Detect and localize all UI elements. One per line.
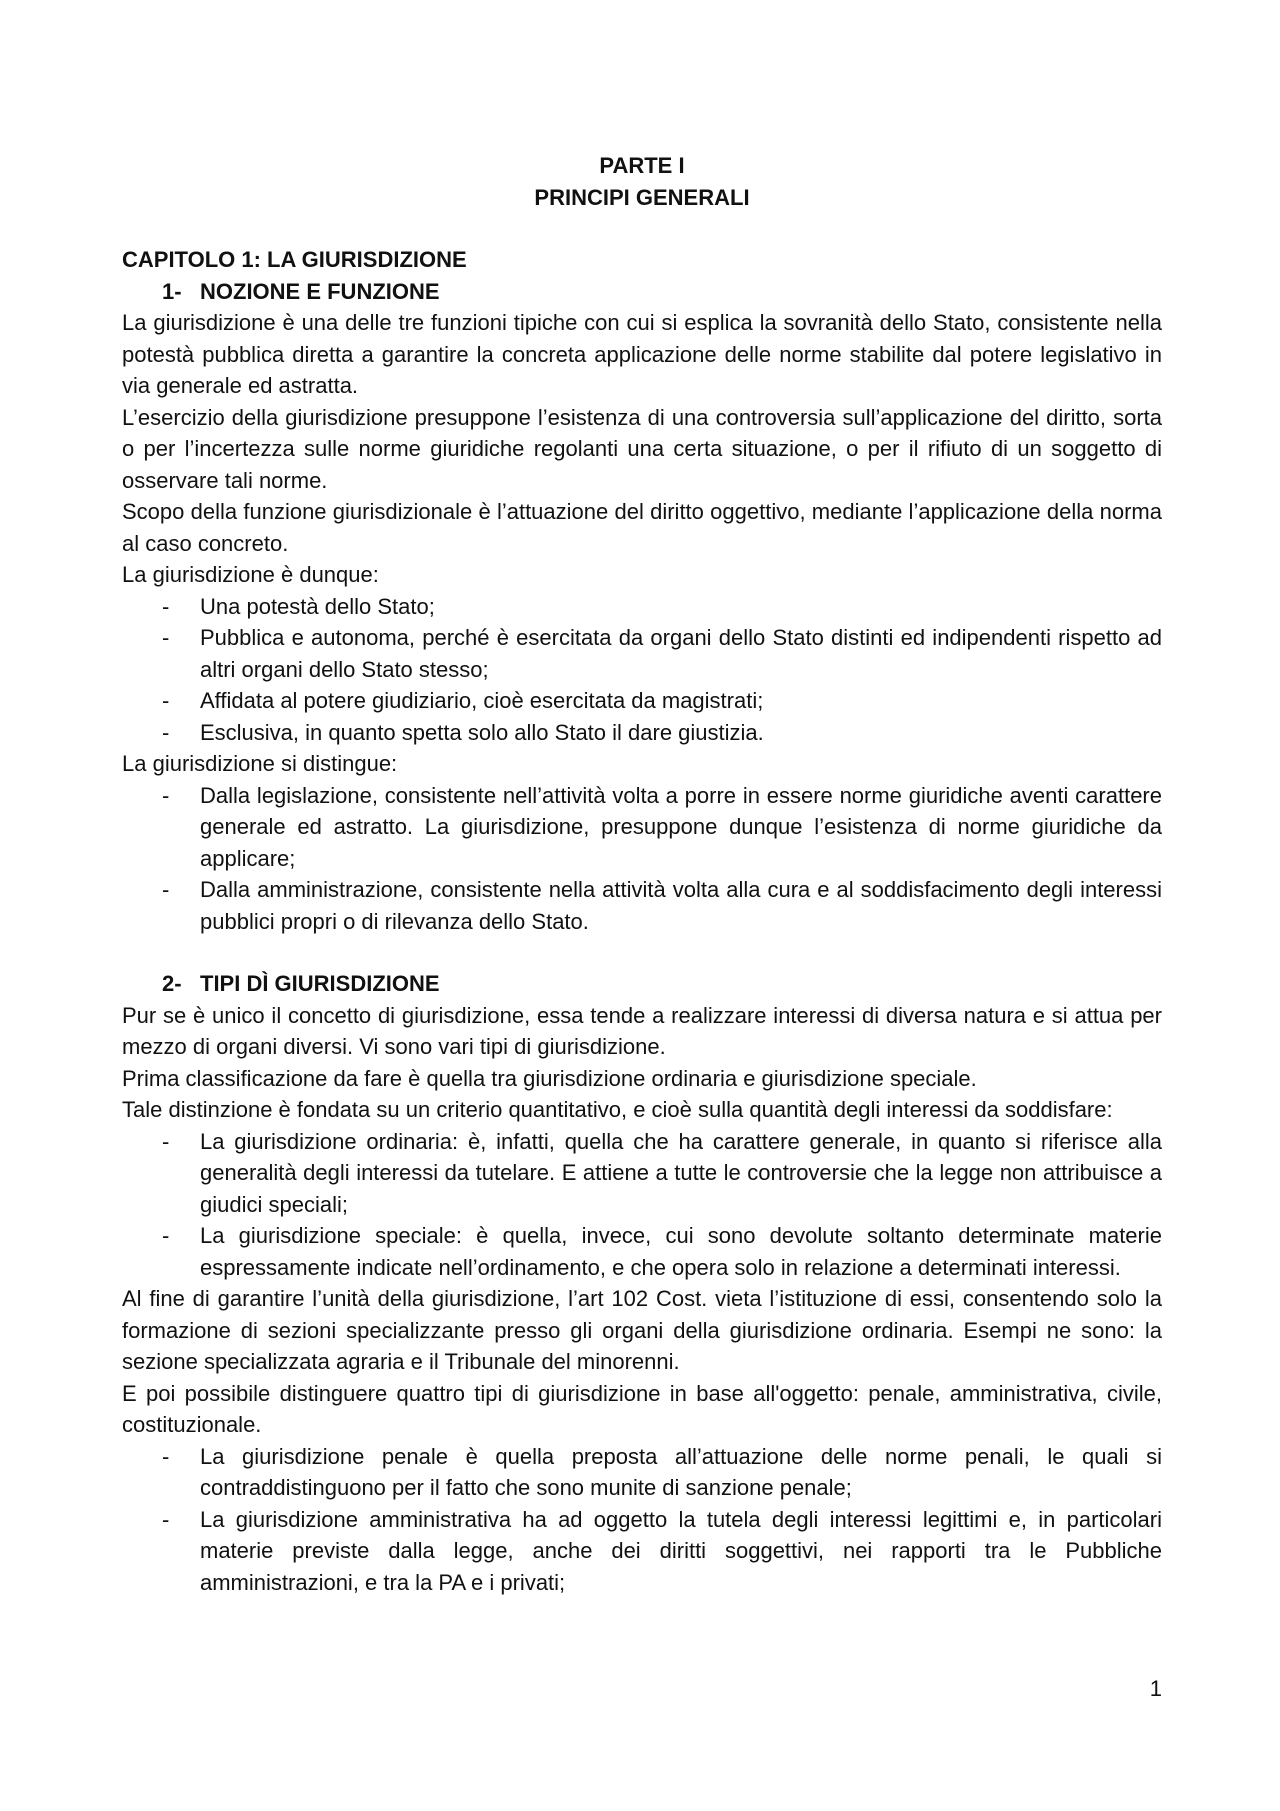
dash-bullet: - [162,1506,170,1532]
paragraph: L’esercizio della giurisdizione presuppone l’esistenza di una controversia sull’applicazione del diritto, sorta o per l’incertezza sulle norme giuridiche regolanti una certa situazione, o per il rifiuto di un soggetto di osservare tali norme. [122,404,1162,493]
section-number: 2- [162,971,182,996]
document-page [122,150,1162,1598]
bullet-list [122,1441,1162,1599]
paragraph: La giurisdizione è dunque: [122,562,379,587]
part-title: PRINCIPI GENERALI [534,184,750,210]
paragraph: Tale distinzione è fondata su un criterio quantitativo, e cioè sulla quantità degli interessi da soddisfare: [122,1097,1113,1122]
chapter-title: CAPITOLO 1: LA GIURISDIZIONE [122,247,467,272]
dash-bullet: - [162,719,170,745]
paragraph: Prima classificazione da fare è quella tra giurisdizione ordinaria e giurisdizione speciale. [122,1065,977,1091]
list-item: - La giurisdizione penale è quella preposta all’attuazione delle norme penali, le quali si contraddistinguono per il fatto che sono munite di sanzione penale; [122,1441,1162,1504]
list-item: - Pubblica e autonoma, perché è esercitata da organi dello Stato distinti ed indipendenti rispetto ad altri organi dello Stato stesso; [122,622,1162,685]
dash-bullet: - [162,1128,170,1154]
dash-bullet: - [162,593,170,619]
list-item: - Una potestà dello Stato; [122,591,1162,623]
dash-bullet: - [162,782,170,808]
section-heading-1 [122,276,1162,308]
paragraph: La giurisdizione è una delle tre funzioni tipiche con cui si esplica la sovranità dello Stato, consistente nella potestà pubblica diretta a garantire la concreta applicazione delle norme stabilite dal potere legislativo in via generale ed astratta. [122,310,1162,398]
list-item: - Affidata al potere giudiziario, cioè esercitata da magistrati; [122,685,1162,717]
bullet-list [122,1126,1162,1284]
paragraph: Pur se è unico il concetto di giurisdizione, essa tende a realizzare interessi di diversa natura e si attua per mezzo di organi diversi. Vi sono vari tipi di giurisdizione. [122,1002,1162,1059]
paragraph: Scopo della funzione giurisdizionale è l’attuazione del diritto oggettivo, mediante l’applicazione della norma al caso concreto. [122,499,1162,556]
dash-bullet: - [162,625,170,650]
paragraph: Al fine di garantire l’unità della giurisdizione, l’art 102 Cost. vieta l’istituzione di essi, consentendo solo la formazione di sezioni specializzante presso gli organi della giurisdizione ordinaria. Esempi ne sono: la sezione specializzata agraria e il Tribunale del minorenni. [122,1286,1162,1374]
bullet-list [122,591,1162,749]
section-number: 1- [162,278,182,304]
list-item: - La giurisdizione amministrativa ha ad oggetto la tutela degli interessi legittimi e, in particolari materie previste dalla legge, anche dei diritti soggettivi, nei rapporti tra le Pubbliche amministrazioni, e tra la PA e i privati; [122,1504,1162,1599]
page-number: 1 [1149,1676,1162,1701]
list-item: - Dalla legislazione, consistente nell’attività volta a porre in essere norme giuridiche aventi carattere generale ed astratto. La giurisdizione, presuppone dunque l’esistenza di norme giuridiche da applicare; [122,780,1162,875]
section-title: NOZIONE E FUNZIONE [200,278,440,304]
dash-bullet: - [162,1223,170,1248]
list-item: - Dalla amministrazione, consistente nella attività volta alla cura e al soddisfacimento degli interessi pubblici propri o di rilevanza dello Stato. [122,874,1162,937]
paragraph: La giurisdizione si distingue: [122,751,398,776]
list-item: - La giurisdizione speciale: è quella, invece, cui sono devolute soltanto determinate materie espressamente indicate nell’ordinamento, e che opera solo in relazione a determinati interessi. [122,1220,1162,1283]
dash-bullet: - [162,877,170,902]
section-heading-2 [122,968,1162,1000]
dash-bullet: - [162,688,170,713]
dash-bullet: - [162,1443,170,1469]
section-title: TIPI DÌ GIURISDIZIONE [200,971,440,996]
bullet-list [122,780,1162,938]
paragraph: E poi possibile distinguere quattro tipi di giurisdizione in base all'oggetto: penale, amministrativa, civile, costituzionale. [122,1380,1162,1437]
part-heading: PARTE I [599,153,685,178]
list-item: - Esclusiva, in quanto spetta solo allo Stato il dare giustizia. [122,717,1162,749]
list-item: - La giurisdizione ordinaria: è, infatti, quella che ha carattere generale, in quanto si riferisce alla generalità degli interessi da tutelare. E attiene a tutte le controversie che la legge non attribuisce a giudici speciali; [122,1126,1162,1221]
